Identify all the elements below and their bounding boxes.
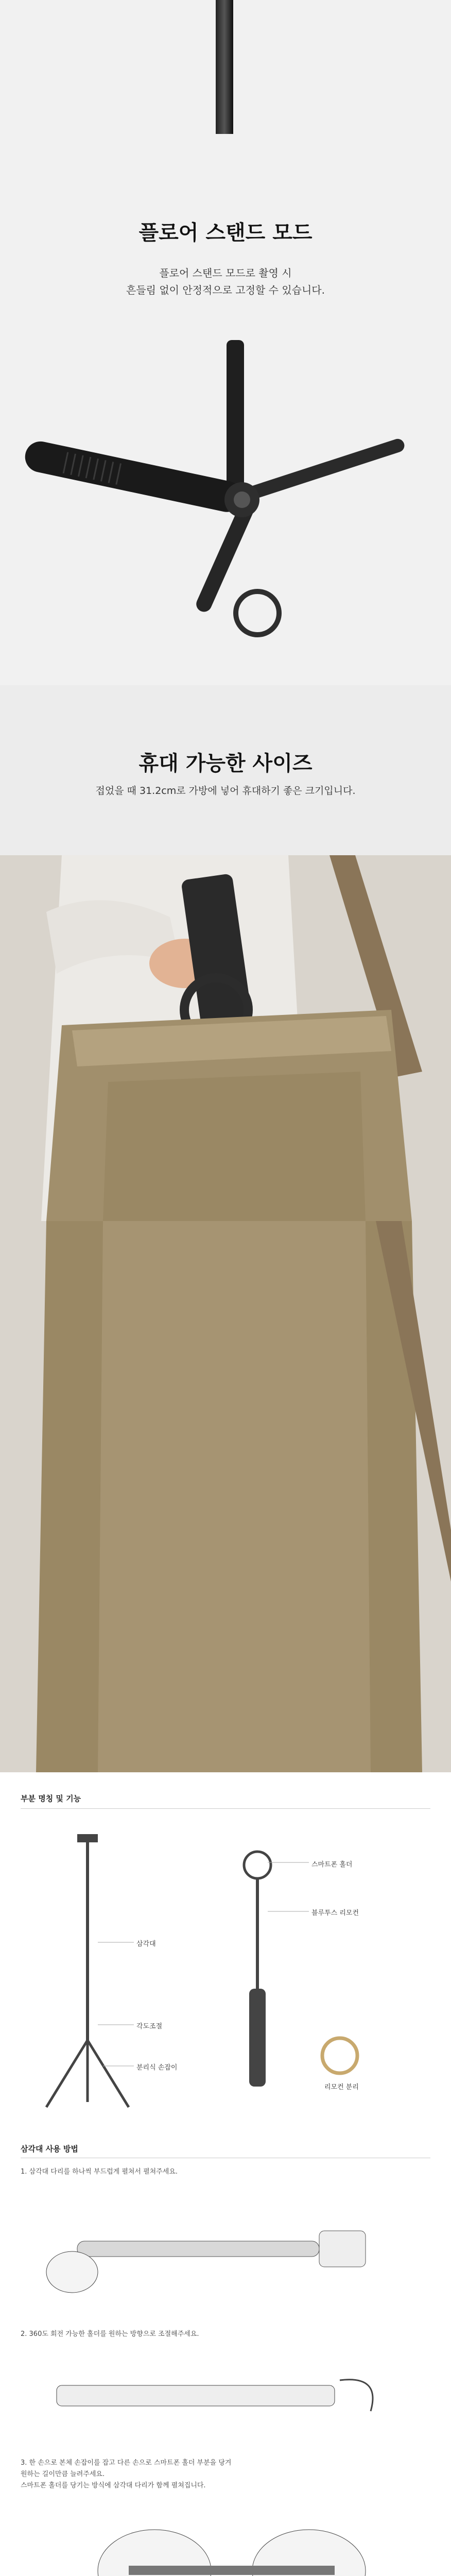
bag-photo	[0, 855, 451, 1221]
divider	[21, 1808, 430, 1809]
floor-desc-1: 플로어 스탠드 모드로 촬영 시	[159, 267, 292, 279]
tripod-stand-image	[0, 319, 451, 685]
use-step-1: 1. 삼각대 다리를 하나씩 부드럽게 펼쳐서 펼쳐주세요.	[21, 2168, 178, 2176]
use-step-3-image	[0, 2494, 451, 2576]
floor-stand-section	[0, 0, 451, 685]
parts-diagram	[0, 1819, 451, 2128]
part-label-angle: 각도조절	[136, 2023, 163, 2030]
use-step-2: 2. 360도 회전 가능한 홀더를 원하는 방향으로 조절해주세요.	[21, 2330, 199, 2338]
bag-photo-illustration	[0, 855, 451, 1221]
use-title: 삼각대 사용 방법	[21, 2144, 78, 2154]
floor-desc-2: 흔들림 없이 안정적으로 고정할 수 있습니다.	[126, 284, 325, 296]
portable-title: 휴대 가능한 사이즈	[138, 752, 313, 775]
spacer	[0, 1221, 451, 1772]
part-label-holder: 스마트폰 홀더	[311, 1861, 353, 1869]
part-label-grip: 분리식 손잡이	[136, 2064, 178, 2072]
use-step-1-image	[0, 2184, 451, 2318]
use-step-3: 3. 한 손으로 본체 손잡이를 잡고 다른 손으로 스마트폰 홀더 부분을 당겨 원하는 길이만큼 늘려주세요. 스마트폰 홀더를 당기는 방식에 삼각대 다리가 함께 펼쳐집니다.	[21, 2459, 232, 2489]
floor-title: 플로어 스탠드 모드	[138, 221, 313, 245]
parts-title: 부분 명칭 및 기능	[21, 1794, 81, 1803]
use-step-2-image	[0, 2344, 451, 2447]
bag-photo-continued	[0, 1221, 451, 1772]
part-label-remote: 블루투스 리모컨	[311, 1909, 359, 1917]
part-label-tripod: 삼각대	[136, 1940, 156, 1948]
remote-detach-label: 리모컨 분리	[324, 2083, 359, 2091]
selfie-stick-pole-top	[216, 0, 233, 134]
portable-desc: 접었을 때 31.2cm로 가방에 넣어 휴대하기 좋은 크기입니다.	[95, 785, 356, 796]
portable-section	[0, 685, 451, 1221]
manual-section	[0, 1772, 451, 2576]
